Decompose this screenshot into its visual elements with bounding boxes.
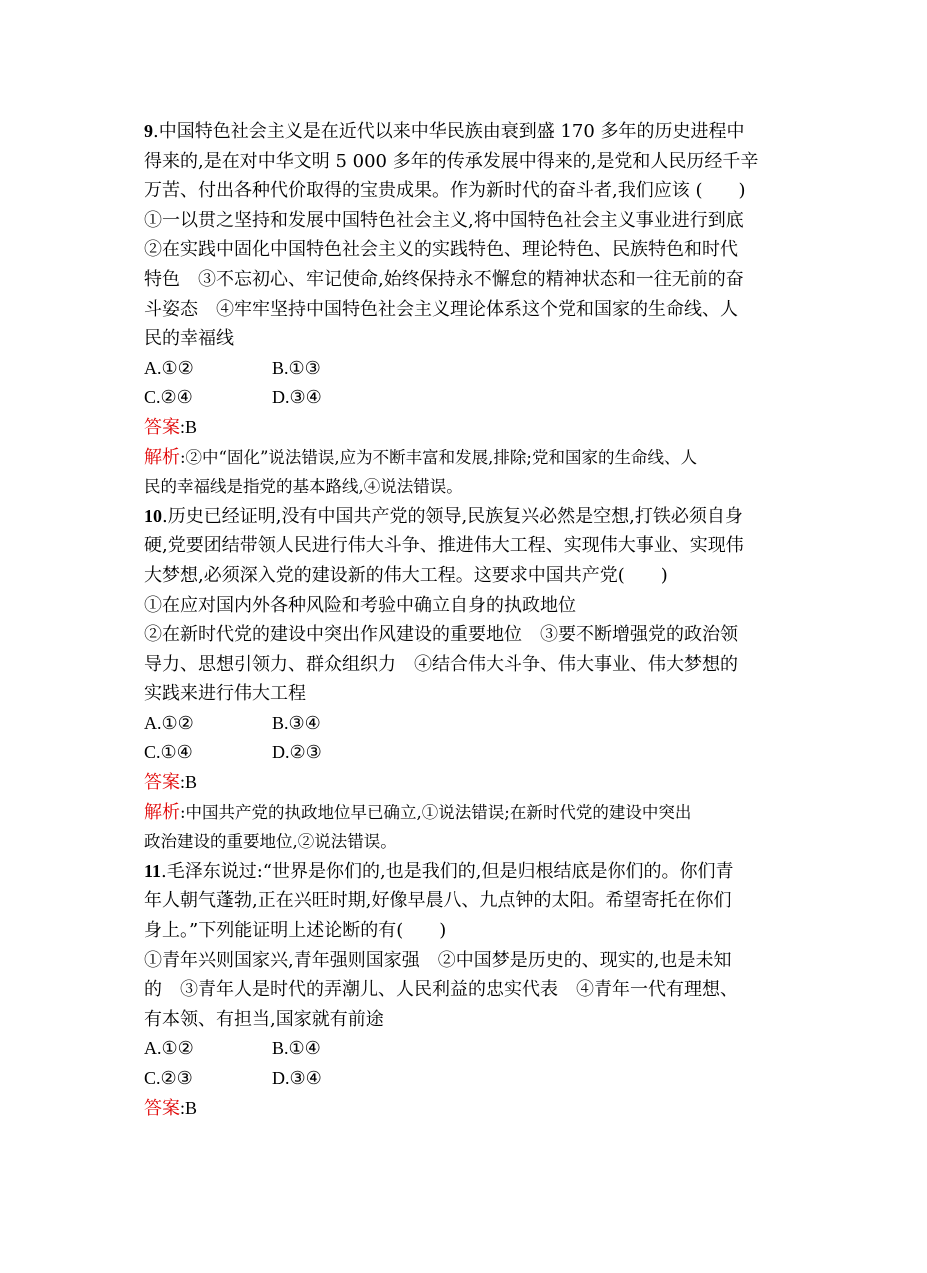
statement-line: 有本领、有担当,国家就有前途 (144, 1008, 384, 1030)
statement-line: ②在实践中固化中国特色社会主义的实践特色、理论特色、民族特色和时代 (144, 239, 738, 261)
statement-line: ①在应对国内外各种风险和考验中确立自身的执政地位 (144, 594, 576, 616)
options-row (144, 709, 794, 739)
question-10 (144, 502, 794, 857)
answer-value: :B (180, 1097, 198, 1118)
answer-value: :B (180, 772, 198, 793)
answer-label: 答案 (144, 416, 180, 438)
option-a: A.①② (144, 357, 194, 378)
statement-line: ②在新时代党的建设中突出作风建设的重要地位 ③要不断增强党的政治领 (144, 624, 738, 646)
answer-label: 答案 (144, 772, 180, 794)
explanation-line: 政治建设的重要地位,②说法错误。 (144, 832, 397, 852)
exercise-page (144, 117, 794, 1123)
option-c: C.②④ (144, 387, 193, 408)
question-stem-line: 身上。”下列能证明上述论断的有( ) (144, 920, 447, 942)
statement-line: 民的幸福线 (144, 328, 234, 350)
question-stem-line: 硬,党要团结带领人民进行伟大斗争、推进伟大工程、实现伟大事业、实现伟 (144, 535, 744, 557)
statement-line: ①青年兴则国家兴,青年强则国家强 ②中国梦是历史的、现实的,也是未知 (144, 949, 732, 971)
question-stem-line: 9.中国特色社会主义是在近代以来中华民族由衰到盛 170 多年的历史进程中 (144, 121, 745, 142)
option-d: D.②③ (272, 742, 322, 763)
answer-value: :B (180, 416, 198, 437)
question-stem-line: 10.历史已经证明,没有中国共产党的领导,民族复兴必然是空想,打铁必须自身 (144, 505, 743, 527)
question-number: 10 (144, 505, 162, 526)
option-a: A.①② (144, 1038, 194, 1059)
statement-line: 特色 ③不忘初心、牢记使命,始终保持永不懈怠的精神状态和一往无前的奋 (144, 268, 744, 290)
explanation-line: 解析:②中“固化”说法错误,应为不断丰富和发展,排除;党和国家的生命线、人 (144, 446, 697, 468)
options-row (144, 383, 794, 413)
question-stem-line: 11.毛泽东说过:“世界是你们的,也是我们的,但是归根结底是你们的。你们青 (144, 860, 734, 882)
explanation-label: 解析 (144, 446, 180, 468)
statement-line: 斗姿态 ④牢牢坚持中国特色社会主义理论体系这个党和国家的生命线、人 (144, 298, 738, 320)
option-d: D.③④ (272, 387, 322, 408)
question-stem-line: 万苦、付出各种代价取得的宝贵成果。作为新时代的奋斗者,我们应该 ( ) (144, 180, 746, 202)
question-stem-line: 大梦想,必须深入党的建设新的伟大工程。这要求中国共产党( ) (144, 564, 668, 586)
statement-line: 导力、思想引领力、群众组织力 ④结合伟大斗争、伟大事业、伟大梦想的 (144, 653, 738, 675)
answer-line (144, 768, 794, 798)
option-b: B.①④ (272, 1038, 321, 1059)
option-d: D.③④ (272, 1068, 322, 1088)
answer-line (144, 413, 794, 443)
question-9 (144, 117, 794, 502)
question-stem-line: 年人朝气蓬勃,正在兴旺时期,好像早晨八、九点钟的太阳。希望寄托在你们 (144, 890, 732, 912)
option-c: C.②③ (144, 1068, 193, 1088)
explanation-line: 解析:中国共产党的执政地位早已确立,①说法错误;在新时代党的建设中突出 (144, 801, 692, 823)
options-row (144, 354, 794, 384)
question-number: 9 (144, 121, 153, 141)
options-row (144, 1064, 794, 1094)
option-b: B.③④ (272, 712, 321, 733)
answer-label: 答案 (144, 1097, 180, 1119)
option-a: A.①② (144, 712, 194, 733)
answer-line (144, 1094, 794, 1124)
question-11 (144, 857, 794, 1123)
options-row (144, 738, 794, 768)
statement-line: 实践来进行伟大工程 (144, 683, 306, 705)
statement-line: ①一以贯之坚持和发展中国特色社会主义,将中国特色社会主义事业进行到底 (144, 209, 744, 231)
statement-line: 的 ③青年人是时代的弄潮儿、人民利益的忠实代表 ④青年一代有理想、 (144, 979, 738, 1001)
option-c: C.①④ (144, 742, 193, 763)
options-row (144, 1034, 794, 1064)
question-stem-line: 得来的,是在对中华文明 5 000 多年的传承发展中得来的,是党和人民历经千辛 (144, 150, 759, 172)
option-b: B.①③ (272, 357, 321, 378)
question-number: 11 (144, 860, 162, 881)
explanation-label: 解析 (144, 801, 180, 823)
explanation-line: 民的幸福线是指党的基本路线,④说法错误。 (144, 477, 463, 497)
